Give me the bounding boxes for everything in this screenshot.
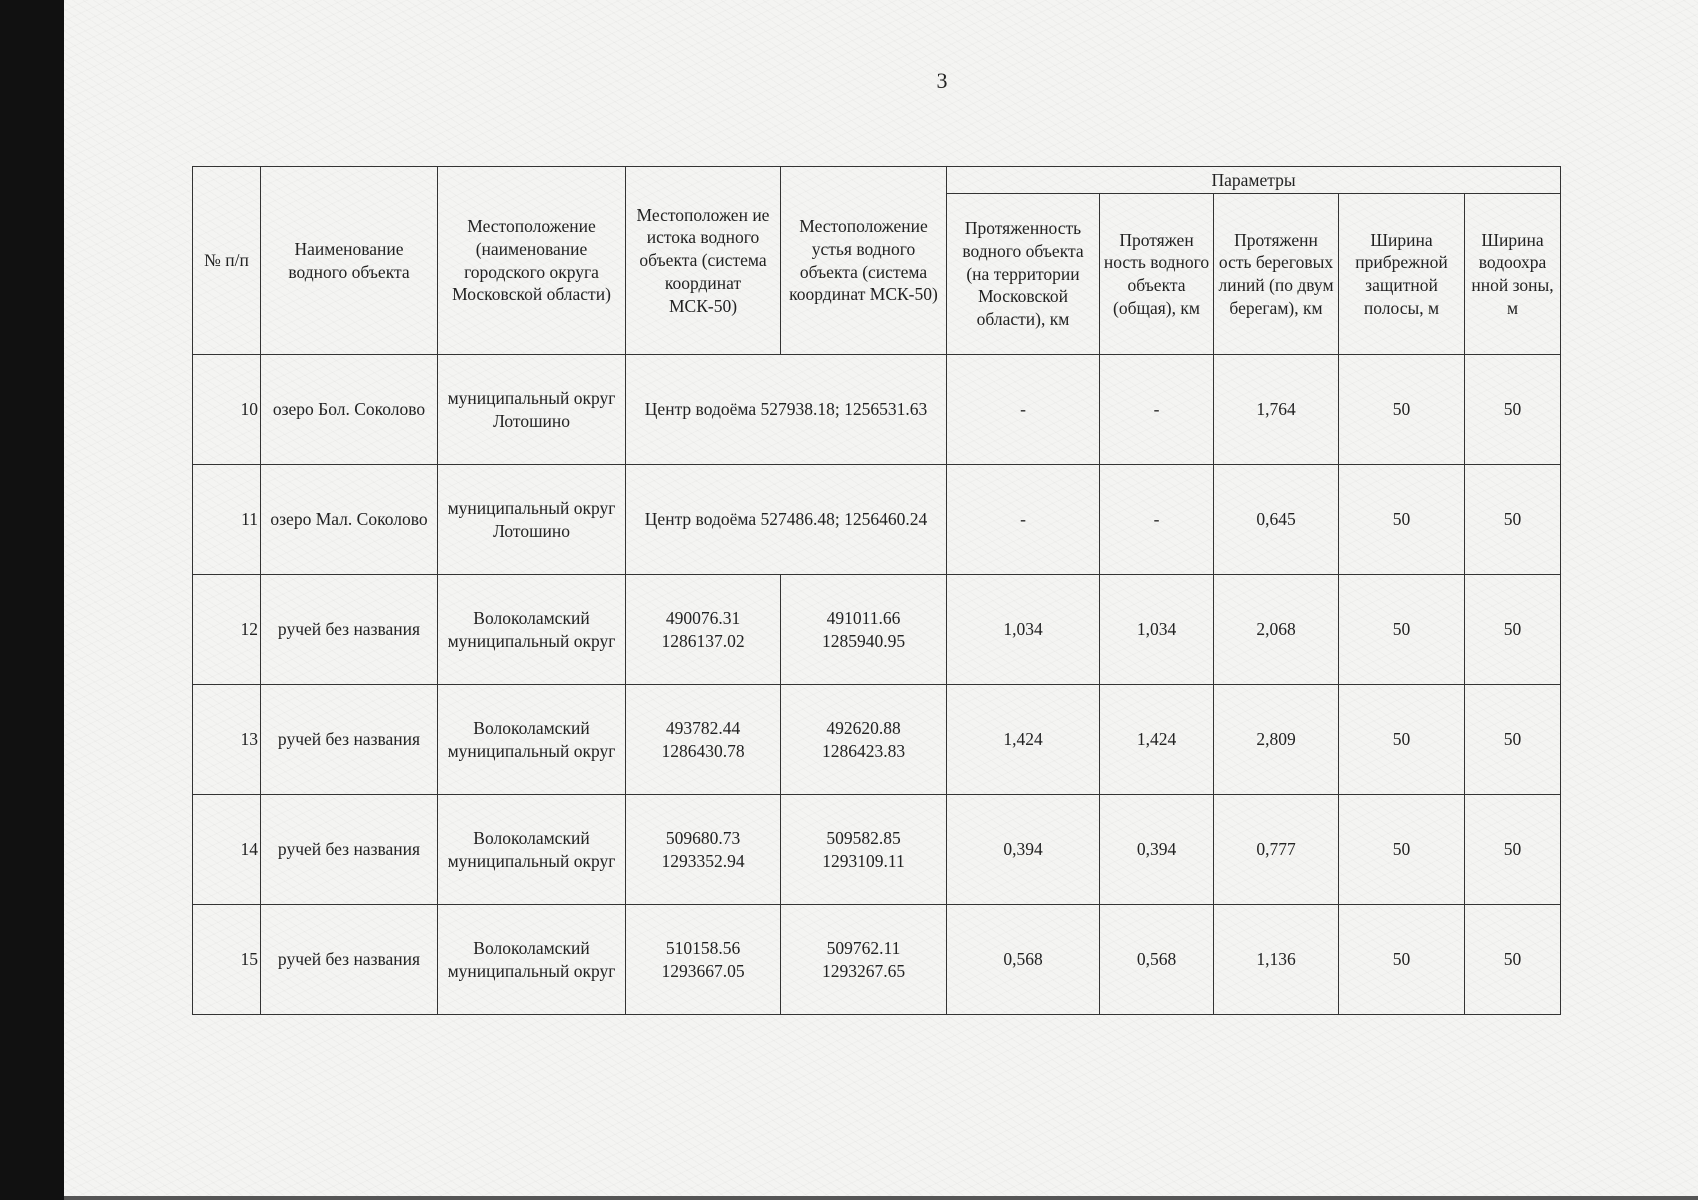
cell-length-total: - — [1100, 465, 1214, 575]
table-row — [193, 795, 1561, 905]
cell-name: озеро Мал. Соколово — [261, 465, 438, 575]
cell-name: ручей без названия — [261, 685, 438, 795]
cell-location: Волоколамский муниципальный округ — [438, 905, 626, 1015]
cell-location: муниципальный округ Лотошино — [438, 465, 626, 575]
header-location: Местоположение (наименование городского округа Московской области) — [438, 167, 626, 355]
header-mouth: Местоположение устья водного объекта (система координат МСК-50) — [781, 167, 947, 355]
header-source: Местоположен ие истока водного объекта (система координат МСК-50) — [626, 167, 781, 355]
cell-location: Волоколамский муниципальный округ — [438, 685, 626, 795]
cell-protective-strip: 50 — [1339, 905, 1465, 1015]
header-name: Наименование водного объекта — [261, 167, 438, 355]
cell-name: ручей без названия — [261, 795, 438, 905]
header-length-region: Протяженность водного объекта (на территории Московской области), км — [947, 194, 1100, 355]
table-row — [193, 575, 1561, 685]
header-num: № п/п — [193, 167, 261, 355]
cell-water-zone: 50 — [1465, 465, 1561, 575]
cell-water-zone: 50 — [1465, 905, 1561, 1015]
cell-protective-strip: 50 — [1339, 795, 1465, 905]
cell-center: Центр водоёма 527486.48; 1256460.24 — [626, 465, 947, 575]
cell-num: 12 — [193, 575, 261, 685]
cell-location: Волоколамский муниципальный округ — [438, 795, 626, 905]
cell-length-region: 0,568 — [947, 905, 1100, 1015]
cell-mouth: 492620.88 1286423.83 — [781, 685, 947, 795]
cell-water-zone: 50 — [1465, 575, 1561, 685]
table-row — [193, 465, 1561, 575]
cell-mouth: 491011.66 1285940.95 — [781, 575, 947, 685]
header-shoreline: Протяженн ость береговых линий (по двум берегам), км — [1214, 194, 1339, 355]
cell-num: 15 — [193, 905, 261, 1015]
cell-shoreline: 0,777 — [1214, 795, 1339, 905]
cell-shoreline: 2,068 — [1214, 575, 1339, 685]
cell-length-region: 1,034 — [947, 575, 1100, 685]
cell-protective-strip: 50 — [1339, 575, 1465, 685]
cell-name: озеро Бол. Соколово — [261, 355, 438, 465]
cell-name: ручей без названия — [261, 575, 438, 685]
cell-source: 510158.56 1293667.05 — [626, 905, 781, 1015]
cell-protective-strip: 50 — [1339, 465, 1465, 575]
cell-protective-strip: 50 — [1339, 685, 1465, 795]
scan-dark-edge — [0, 0, 64, 1200]
cell-num: 13 — [193, 685, 261, 795]
water-objects-table — [192, 166, 1561, 1015]
cell-source: 509680.73 1293352.94 — [626, 795, 781, 905]
cell-num: 14 — [193, 795, 261, 905]
table-row — [193, 905, 1561, 1015]
cell-source: 490076.31 1286137.02 — [626, 575, 781, 685]
header-protective-strip: Ширина прибрежной защитной полосы, м — [1339, 194, 1465, 355]
cell-location: Волоколамский муниципальный округ — [438, 575, 626, 685]
cell-num: 11 — [193, 465, 261, 575]
cell-num: 10 — [193, 355, 261, 465]
cell-shoreline: 0,645 — [1214, 465, 1339, 575]
header-water-zone: Ширина водоохра нной зоны, м — [1465, 194, 1561, 355]
cell-water-zone: 50 — [1465, 355, 1561, 465]
cell-length-region: 1,424 — [947, 685, 1100, 795]
cell-shoreline: 2,809 — [1214, 685, 1339, 795]
cell-mouth: 509582.85 1293109.11 — [781, 795, 947, 905]
cell-location: муниципальный округ Лотошино — [438, 355, 626, 465]
cell-length-region: - — [947, 465, 1100, 575]
cell-length-total: 0,394 — [1100, 795, 1214, 905]
header-params: Параметры — [947, 167, 1561, 194]
header-length-total: Протяжен ность водного объекта (общая), км — [1100, 194, 1214, 355]
cell-length-total: 0,568 — [1100, 905, 1214, 1015]
cell-source: 493782.44 1286430.78 — [626, 685, 781, 795]
page-number: 3 — [936, 68, 948, 93]
cell-center: Центр водоёма 527938.18; 1256531.63 — [626, 355, 947, 465]
cell-mouth: 509762.11 1293267.65 — [781, 905, 947, 1015]
cell-length-total: 1,424 — [1100, 685, 1214, 795]
scan-bottom-edge — [64, 1196, 1698, 1200]
cell-water-zone: 50 — [1465, 795, 1561, 905]
cell-shoreline: 1,764 — [1214, 355, 1339, 465]
table-row — [193, 355, 1561, 465]
cell-name: ручей без названия — [261, 905, 438, 1015]
cell-water-zone: 50 — [1465, 685, 1561, 795]
cell-length-total: 1,034 — [1100, 575, 1214, 685]
cell-shoreline: 1,136 — [1214, 905, 1339, 1015]
table-row — [193, 685, 1561, 795]
cell-length-region: 0,394 — [947, 795, 1100, 905]
cell-length-total: - — [1100, 355, 1214, 465]
cell-length-region: - — [947, 355, 1100, 465]
cell-protective-strip: 50 — [1339, 355, 1465, 465]
